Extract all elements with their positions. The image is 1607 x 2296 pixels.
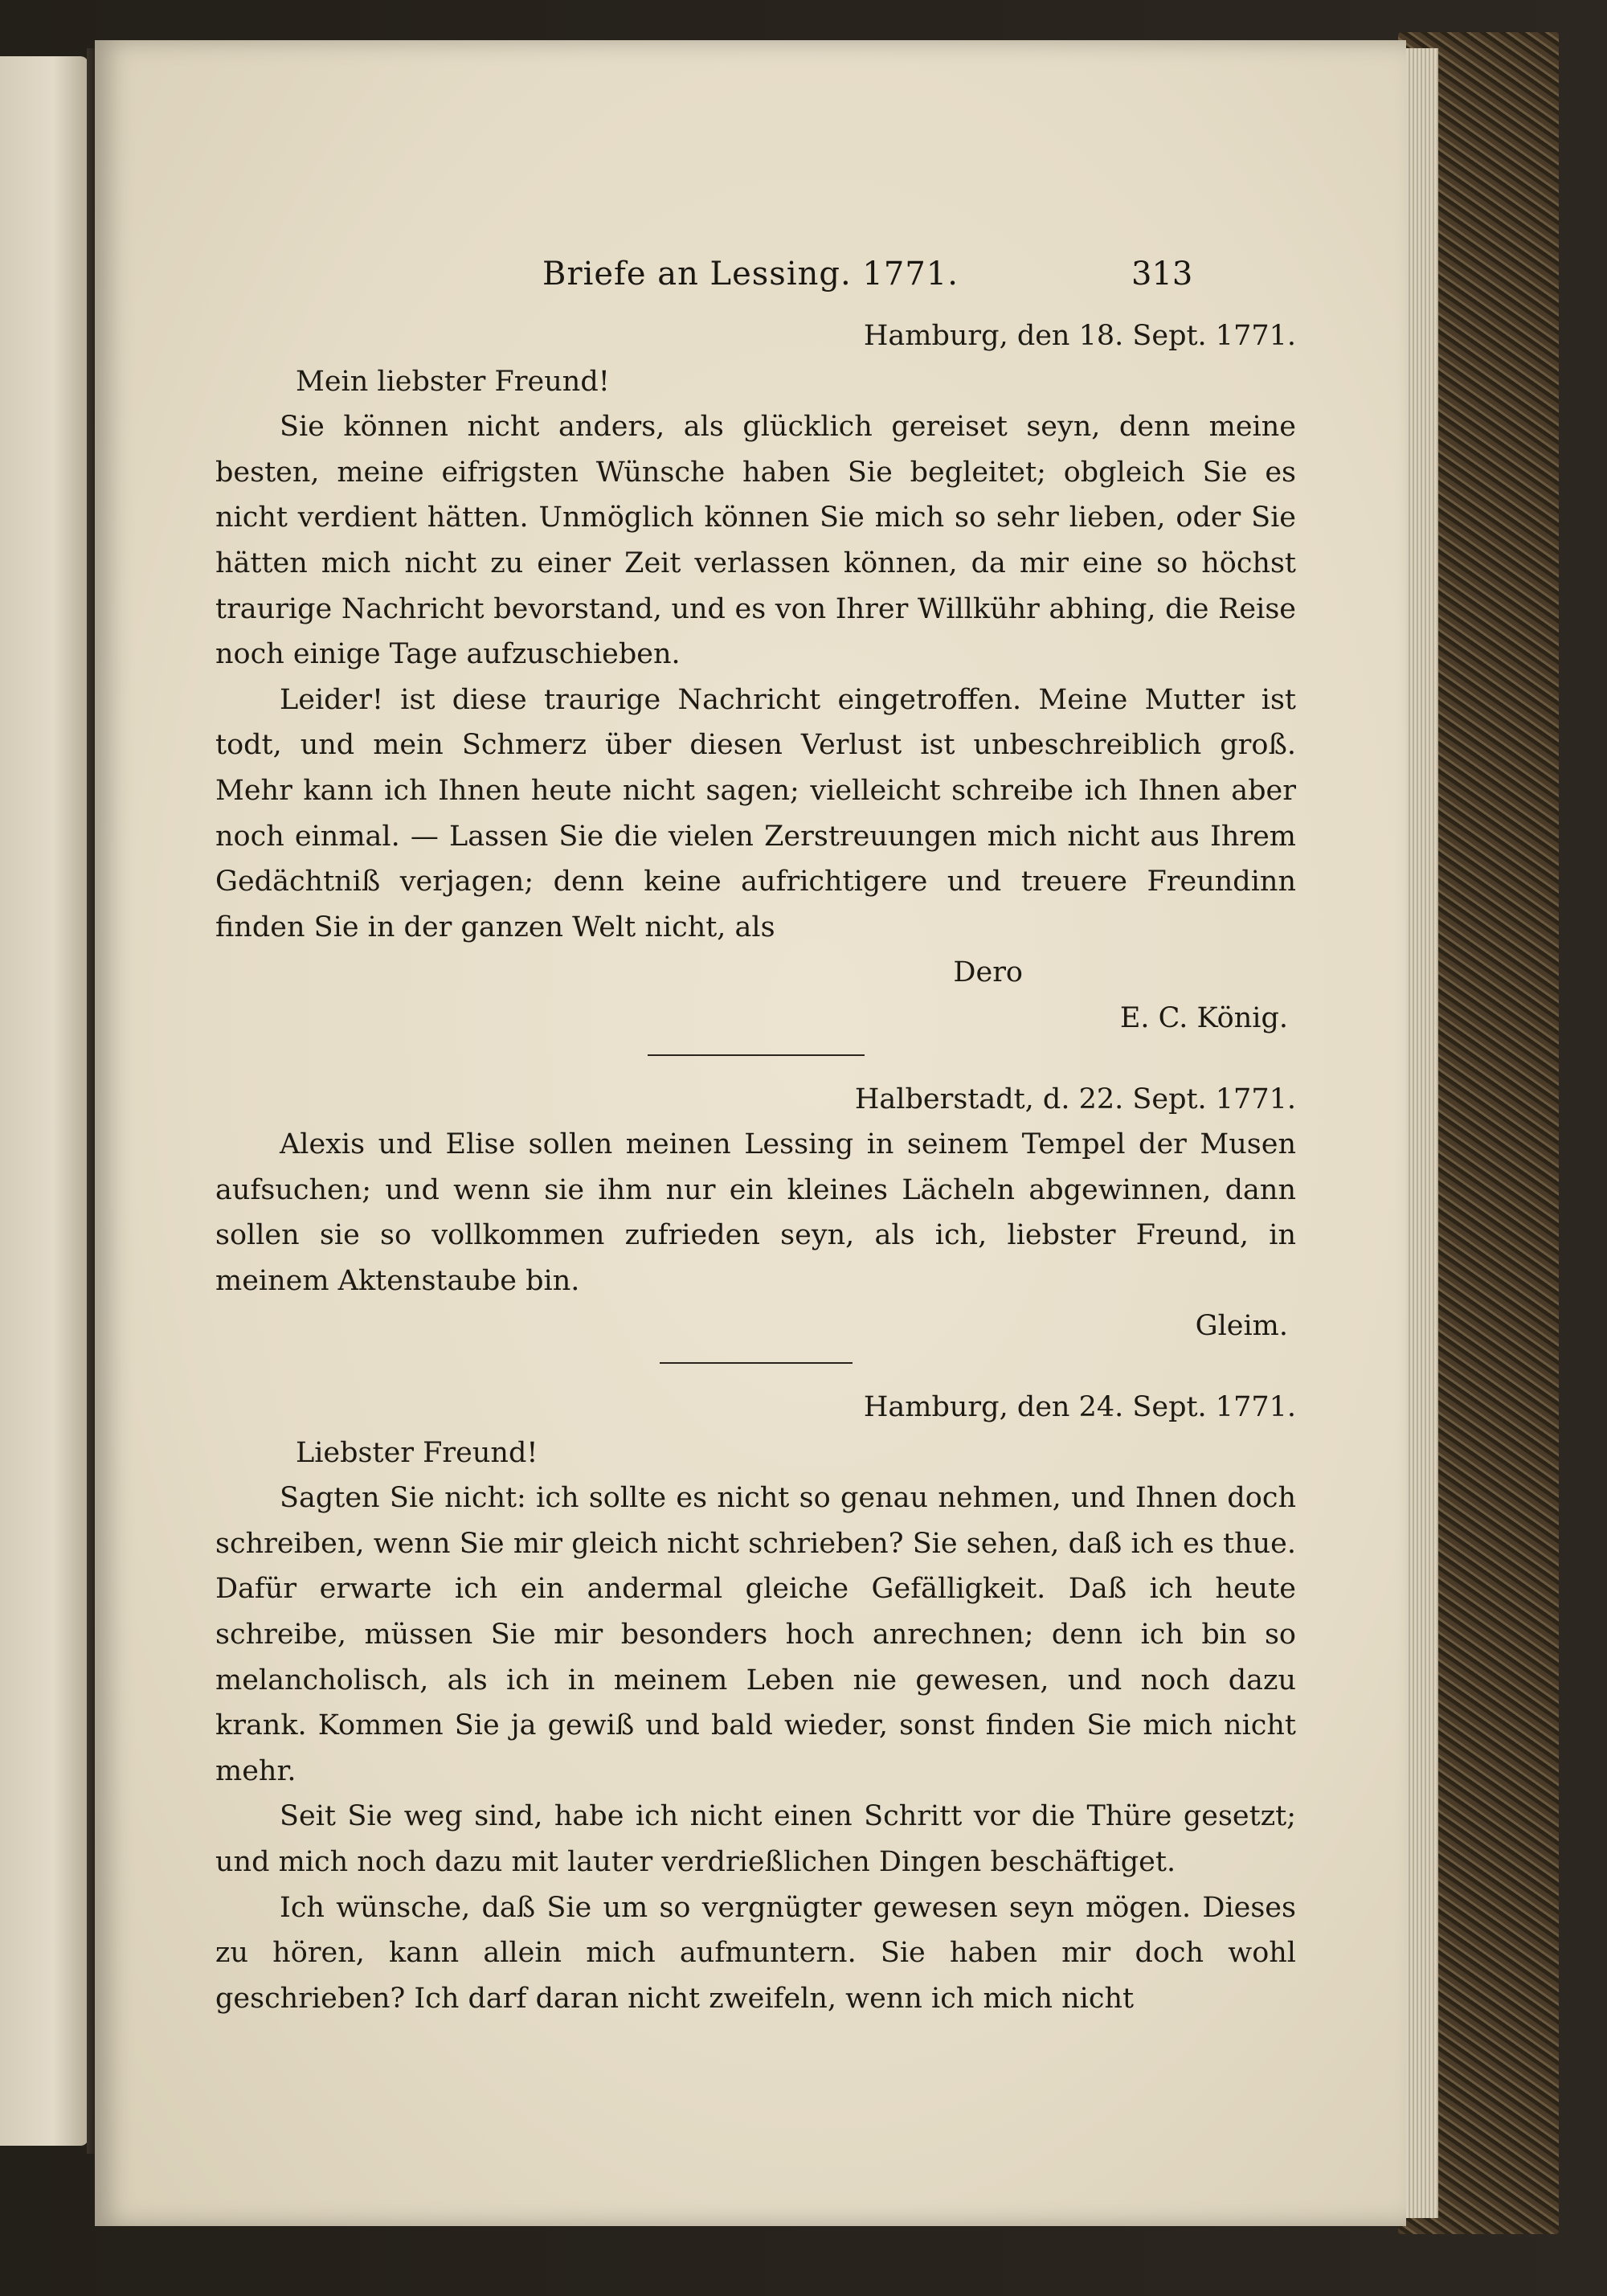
letter-2	[215, 1077, 1296, 1350]
page-header	[95, 256, 1406, 304]
letter-3-paragraph-1: Sagten Sie nicht: ich sollte es nicht so genau nehmen, und Ihnen doch schreiben, wenn Sie mir gleich nicht schrieben? Sie sehen, daß ich es thue. Dafür erwarte ich ein andermal gleiche Gefälligkeit. Daß ich heute schreibe, müssen Sie mir besonders hoch anrechnen; denn ich bin so melancholisch, als ich in meinem Leben nie gewesen, und noch dazu krank. Kommen Sie ja gewiß und bald wieder, sonst finden Sie mich nicht mehr.	[215, 1482, 1296, 1787]
facing-page-edge	[0, 56, 88, 2146]
letter-1-dateline: Hamburg, den 18. Sept. 1771.	[863, 320, 1296, 352]
letter-2-dateline: Halberstadt, d. 22. Sept. 1771.	[854, 1083, 1296, 1115]
letter-3-paragraph-3: Ich wünsche, daß Sie um so vergnügter gewesen seyn mögen. Dieses zu hören, kann allein mich aufmuntern. Sie haben mir doch wohl geschrieben? Ich darf daran nicht zweifeln, wenn ich mich nicht	[215, 1891, 1296, 2015]
letter-1	[215, 313, 1296, 1042]
section-divider-1	[648, 1054, 865, 1056]
page-body	[215, 313, 1296, 2021]
book-page	[95, 40, 1406, 2226]
letter-1-closing: Dero	[953, 956, 1023, 989]
letter-1-salutation: Mein liebster Freund!	[296, 365, 610, 398]
letter-2-signature: Gleim.	[1195, 1310, 1288, 1343]
running-title: Briefe an Lessing. 1771.	[542, 256, 959, 293]
letter-1-signature: E. C. König.	[1119, 1001, 1288, 1034]
letter-3-salutation: Liebster Freund!	[296, 1436, 538, 1469]
letter-3-dateline: Hamburg, den 24. Sept. 1771.	[863, 1391, 1296, 1424]
letter-3-paragraph-2: Seit Sie weg sind, habe ich nicht einen Schritt vor die Thüre gesetzt; und mich noch dazu mit lauter verdrießlichen Dingen beschäftiget.	[215, 1800, 1296, 1878]
letter-3	[215, 1385, 1296, 2021]
letter-1-paragraph-2: Leider! ist diese traurige Nachricht eingetroffen. Meine Mutter ist todt, und mein Schmerz über diesen Verlust ist unbeschreiblich groß. Mehr kann ich Ihnen heute nicht sagen; vielleicht schreibe ich Ihnen aber noch einmal. — Lassen Sie die vielen Zerstreuungen mich nicht aus Ihrem Gedächtniß verjagen; denn keine aufrichtigere und treuere Freundinn finden Sie in der ganzen Welt nicht, als	[215, 683, 1296, 943]
section-divider-2	[660, 1362, 853, 1364]
letter-2-paragraph-1: Alexis und Elise sollen meinen Lessing in seinem Tempel der Musen aufsuchen; und wenn sie ihm nur ein kleines Lächeln abgewinnen, dann sollen sie so vollkommen zufrieden seyn, als ich, liebster Freund, in meinem Aktenstaube bin.	[215, 1128, 1296, 1297]
page-number: 313	[1131, 256, 1193, 293]
letter-1-paragraph-1: Sie können nicht anders, als glücklich gereiset seyn, denn meine besten, meine eifrigsten Wünsche haben Sie begleitet; obgleich Sie es nicht verdient hätten. Unmöglich können Sie mich so sehr lieben, oder Sie hätten mich nicht zu einer Zeit verlassen können, da mir eine so höchst traurige Nachricht bevorstand, und es von Ihrer Willkühr abhing, die Reise noch einige Tage aufzuschieben.	[215, 411, 1296, 671]
